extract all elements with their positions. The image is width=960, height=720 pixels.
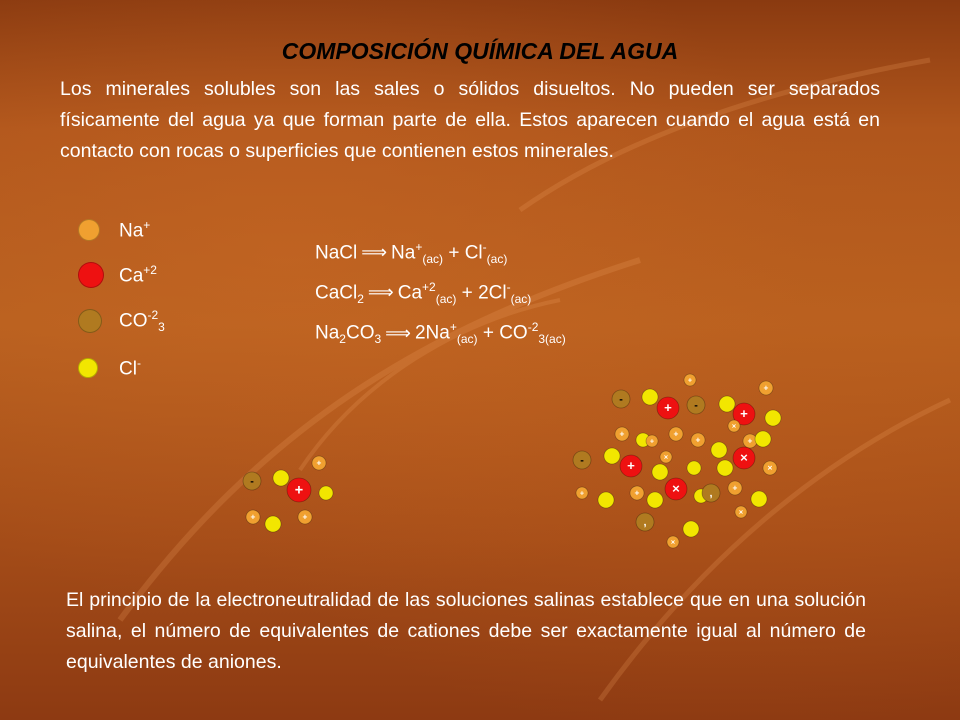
cl-ion-icon bbox=[652, 464, 668, 480]
svg-text:+: + bbox=[747, 435, 753, 446]
co3-ion-icon bbox=[636, 513, 654, 531]
na-ion-icon bbox=[298, 510, 312, 524]
cl-ion-icon bbox=[273, 470, 289, 486]
svg-text:+: + bbox=[302, 511, 308, 522]
ca-ion-icon bbox=[657, 397, 679, 419]
svg-text:+: + bbox=[634, 487, 640, 498]
na-ion-icon bbox=[759, 381, 773, 395]
svg-text:+: + bbox=[649, 436, 655, 446]
cl-ion-icon bbox=[711, 442, 727, 458]
ca-ion-icon bbox=[733, 447, 755, 469]
svg-text:+: + bbox=[695, 434, 701, 445]
na-ion-icon bbox=[684, 374, 696, 386]
na-ion-icon bbox=[735, 506, 747, 518]
na-ion-icon bbox=[630, 486, 644, 500]
co3-ion-icon bbox=[687, 396, 705, 414]
ca-ion-icon bbox=[287, 478, 311, 502]
legend-label-na: Na+ bbox=[119, 217, 151, 242]
svg-text:+: + bbox=[664, 400, 672, 416]
page-title: COMPOSICIÓN QUÍMICA DEL AGUA bbox=[281, 38, 679, 64]
equation-cacl2: CaCl$_2$ ⟹ $Ca^{+2}_{(ac)} + 2Cl^-_{(ac)}$ bbox=[315, 280, 532, 307]
cl-ion-icon bbox=[265, 516, 281, 532]
legend-label-ca: $Ca^{+2}$ bbox=[119, 262, 157, 287]
svg-text:-: - bbox=[250, 475, 254, 488]
svg-text:+: + bbox=[294, 482, 304, 499]
svg-text:+: + bbox=[687, 375, 693, 385]
cl-ion-icon bbox=[719, 396, 735, 412]
co3-ion-icon bbox=[573, 451, 591, 469]
equation-nacl: NaCl ⟹ $Na^+_{(ac)} + Cl^-_{(ac)}$ bbox=[315, 240, 508, 267]
na-ion-icon bbox=[728, 420, 740, 432]
double-arrow-icon: ⟹ bbox=[385, 322, 411, 343]
svg-text:-: - bbox=[580, 454, 584, 467]
cl-ion-icon bbox=[642, 389, 658, 405]
na-ion-icon bbox=[312, 456, 326, 470]
svg-text:×: × bbox=[767, 462, 773, 473]
svg-text:+: + bbox=[732, 482, 738, 493]
legend-label-co3: $CO^{-2}_3$ bbox=[119, 307, 165, 335]
na-ion-icon bbox=[660, 451, 672, 463]
svg-text:-: - bbox=[619, 393, 623, 406]
na-ion-icon bbox=[691, 433, 705, 447]
na-ion-icon bbox=[669, 427, 683, 441]
svg-text:,: , bbox=[709, 487, 713, 500]
svg-text:×: × bbox=[738, 507, 744, 517]
na-ion-icon bbox=[728, 481, 742, 495]
na-ion-icon bbox=[615, 427, 629, 441]
co3-ion-icon bbox=[612, 390, 630, 408]
double-arrow-icon: ⟹ bbox=[361, 242, 388, 263]
cl-ion-icon bbox=[683, 521, 699, 537]
ca-ion-icon bbox=[620, 455, 642, 477]
na-ion-icon bbox=[646, 435, 658, 447]
co3-ion-icon bbox=[243, 472, 261, 490]
cl-ion-icon bbox=[687, 461, 701, 475]
na-ion-icon bbox=[667, 536, 679, 548]
co3-ion-icon bbox=[702, 484, 720, 502]
cl-ion-icon bbox=[604, 448, 620, 464]
na-ion-icon bbox=[576, 487, 588, 499]
svg-text:-: - bbox=[694, 399, 698, 412]
intro-paragraph: Los minerales solubles son las sales o sólidos disueltos. No pueden ser separados físicamente del agua ya que forman parte de ella. Estos aparecen cuando el agua está en contacto con rocas o superficies que contienen estos minerales. bbox=[60, 78, 880, 162]
svg-text:+: + bbox=[740, 406, 748, 422]
legend-label-cl: Cl- bbox=[119, 355, 141, 380]
cl-ion-icon bbox=[765, 410, 781, 426]
svg-text:+: + bbox=[250, 511, 256, 522]
cl-ion-icon bbox=[755, 431, 771, 447]
cl-ion-icon bbox=[319, 486, 333, 500]
svg-text:+: + bbox=[316, 457, 322, 468]
svg-text:×: × bbox=[663, 452, 669, 462]
svg-text:+: + bbox=[673, 428, 679, 439]
na-ion-icon bbox=[246, 510, 260, 524]
svg-text:×: × bbox=[672, 481, 680, 497]
na-ion-icon bbox=[763, 461, 777, 475]
electroneutrality-paragraph: El principio de la electroneutralidad de las soluciones salinas establece que en una solución salina, el número de equivalentes de cationes debe ser exactamente igual al número de equivalentes de aniones. bbox=[66, 589, 866, 673]
svg-text:×: × bbox=[731, 421, 737, 431]
double-arrow-icon: ⟹ bbox=[367, 282, 394, 303]
equation-na2co3: $Na_2CO_3$ ⟹ $2Na^+_{(ac)} + CO^{-2}_{3(ac)}$ bbox=[315, 320, 566, 347]
svg-text:+: + bbox=[763, 382, 769, 393]
cl-ion-icon bbox=[751, 491, 767, 507]
svg-text:+: + bbox=[627, 458, 635, 474]
svg-text:+: + bbox=[619, 428, 625, 439]
ca-ion-icon bbox=[665, 478, 687, 500]
svg-text:+: + bbox=[579, 488, 585, 498]
cl-ion-icon bbox=[598, 492, 614, 508]
svg-text:,: , bbox=[643, 516, 647, 529]
cl-ion-icon bbox=[717, 460, 733, 476]
svg-text:×: × bbox=[670, 537, 676, 547]
cl-ion-icon bbox=[647, 492, 663, 508]
svg-text:×: × bbox=[740, 450, 748, 466]
